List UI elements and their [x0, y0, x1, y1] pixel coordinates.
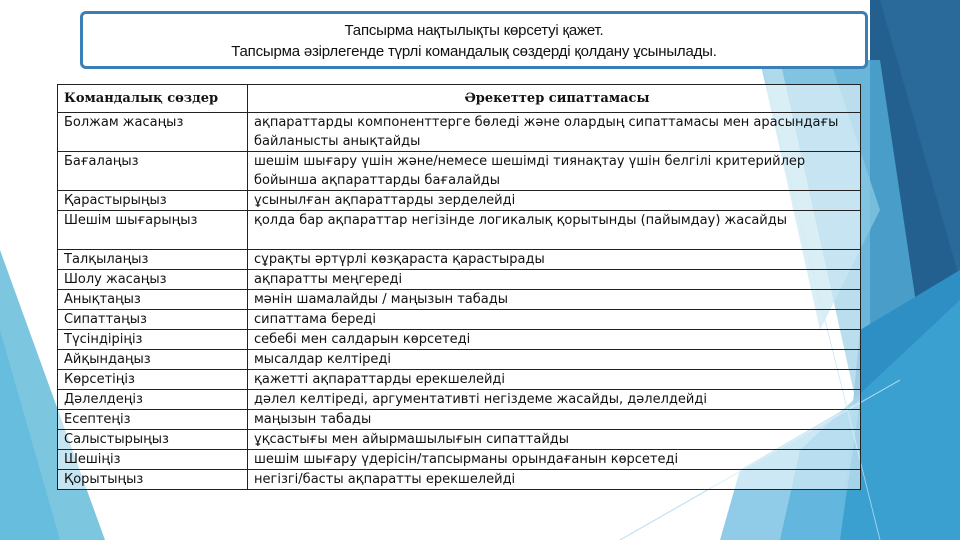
description-cell: шешім шығару үдерісін/тапсырманы орындағанын көрсетеді: [248, 450, 861, 470]
header-command-words: Командалық сөздер: [58, 85, 248, 113]
table-row: [58, 410, 861, 430]
command-cell: Шешіңіз: [58, 450, 248, 470]
table-row: [58, 211, 861, 250]
command-cell: Түсіндіріңіз: [58, 330, 248, 350]
table-row: [58, 191, 861, 211]
description-cell: сипаттама береді: [248, 310, 861, 330]
table-row: [58, 250, 861, 270]
command-cell: Бағалаңыз: [58, 152, 248, 191]
table-row: [58, 450, 861, 470]
table-row: [58, 370, 861, 390]
title-box: [80, 11, 868, 69]
description-cell: шешім шығару үшін және/немесе шешімді тиянақтау үшін белгілі критерийлер бойынша ақпараттарды бағалайды: [248, 152, 861, 191]
header-action-description: Әрекеттер сипаттамасы: [248, 85, 861, 113]
description-cell: мәнін шамалайды / маңызын табады: [248, 290, 861, 310]
table-row: [58, 330, 861, 350]
description-cell: ақпаратты меңгереді: [248, 270, 861, 290]
table-header-row: [58, 85, 861, 113]
command-cell: Талқылаңыз: [58, 250, 248, 270]
command-cell: Шешім шығарыңыз: [58, 211, 248, 250]
command-words-table: [57, 84, 861, 490]
command-cell: Анықтаңыз: [58, 290, 248, 310]
description-cell: себебі мен салдарын көрсетеді: [248, 330, 861, 350]
command-cell: Көрсетіңіз: [58, 370, 248, 390]
title-line-1: Тапсырма нақтылықты көрсетуі қажет.: [344, 22, 604, 39]
command-cell: Дәлелдеңіз: [58, 390, 248, 410]
command-cell: Қорытыңыз: [58, 470, 248, 490]
table-row: [58, 350, 861, 370]
description-cell: дәлел келтіреді, аргументативті негіздеме жасайды, дәлелдейді: [248, 390, 861, 410]
table-row: [58, 470, 861, 490]
command-cell: Айқындаңыз: [58, 350, 248, 370]
description-cell: ұқсастығы мен айырмашылығын сипаттайды: [248, 430, 861, 450]
description-cell: қолда бар ақпараттар негізінде логикалық қорытынды (пайымдау) жасайды: [248, 211, 861, 250]
table-row: [58, 113, 861, 152]
table-row: [58, 152, 861, 191]
table-row: [58, 270, 861, 290]
command-cell: Есептеңіз: [58, 410, 248, 430]
description-cell: негізгі/басты ақпаратты ерекшелейді: [248, 470, 861, 490]
description-cell: мысалдар келтіреді: [248, 350, 861, 370]
command-cell: Шолу жасаңыз: [58, 270, 248, 290]
table-row: [58, 430, 861, 450]
description-cell: ақпараттарды компоненттерге бөледі және олардың сипаттамасы мен арасындағы байланысты анықтайды: [248, 113, 861, 152]
description-cell: сұрақты әртүрлі көзқараста қарастырады: [248, 250, 861, 270]
command-cell: Қарастырыңыз: [58, 191, 248, 211]
table-row: [58, 310, 861, 330]
description-cell: маңызын табады: [248, 410, 861, 430]
description-cell: ұсынылған ақпараттарды зерделейді: [248, 191, 861, 211]
command-cell: Сипаттаңыз: [58, 310, 248, 330]
table-row: [58, 290, 861, 310]
description-cell: қажетті ақпараттарды ерекшелейді: [248, 370, 861, 390]
title-line-2: Тапсырма әзірлегенде түрлі командалық сөздерді қолдану ұсынылады.: [231, 43, 717, 60]
table-row: [58, 390, 861, 410]
command-cell: Салыстырыңыз: [58, 430, 248, 450]
command-cell: Болжам жасаңыз: [58, 113, 248, 152]
